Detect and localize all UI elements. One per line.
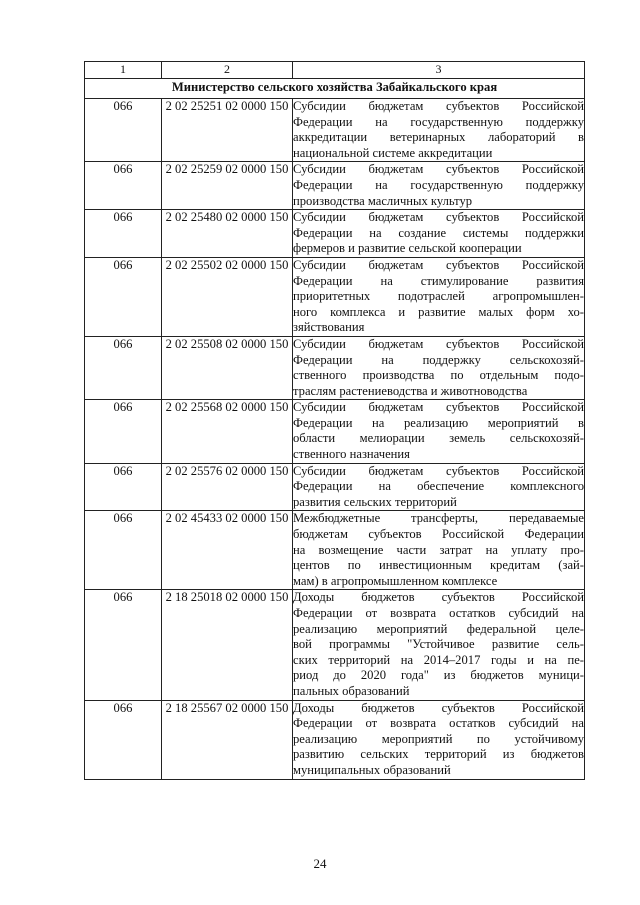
description-line: Доходы бюджетов субъектов Российской [293, 700, 584, 715]
admin-code-cell: 066 [85, 463, 162, 511]
admin-code-cell: 066 [85, 400, 162, 463]
budget-classification-code-cell: 2 02 45433 02 0000 150 [162, 511, 293, 590]
description-line: Федерации на государственную поддержку [293, 177, 584, 192]
budget-classification-code-cell: 2 02 25259 02 0000 150 [162, 162, 293, 210]
table-row [85, 463, 585, 511]
column-number-3: 3 [293, 62, 585, 79]
page-number: 24 [313, 856, 327, 871]
column-number-row [85, 62, 585, 79]
section-row [85, 79, 585, 99]
admin-code-cell: 066 [85, 700, 162, 779]
table-row [85, 162, 585, 210]
description-line: Федерации на поддержку сельскохозяй- [293, 352, 584, 367]
admin-code-cell: 066 [85, 336, 162, 399]
section-title: Министерство сельского хозяйства Забайкальского края [85, 79, 585, 99]
admin-code-cell: 066 [85, 162, 162, 210]
description-line: зяйствования [293, 320, 365, 335]
description-line: муниципальных образований [293, 762, 451, 777]
table-body [85, 62, 585, 780]
description-line: аккредитации ветеринарных лабораторий в [293, 130, 584, 145]
budget-classification-code-cell: 2 02 25251 02 0000 150 [162, 99, 293, 162]
description-line: бюджетам субъектов Российской Федерации [293, 527, 584, 542]
budget-classification-code-cell: 2 02 25480 02 0000 150 [162, 210, 293, 258]
description-line: области мелиорации земель сельскохозяй- [293, 431, 584, 446]
table-row [85, 511, 585, 590]
revenue-description-cell [293, 700, 585, 779]
description-line: Федерации от возврата остатков субсидий на [293, 716, 584, 731]
description-line: Межбюджетные трансферты, передаваемые [293, 511, 584, 526]
description-line: развитию сельских территорий из бюджетов [293, 747, 584, 762]
description-line: ских территорий на 2014–2017 годы и на пе- [293, 652, 584, 667]
description-line: производства масличных культур [293, 193, 473, 208]
description-line: национальной системе аккредитации [293, 145, 493, 160]
table-row [85, 210, 585, 258]
column-number-1: 1 [85, 62, 162, 79]
admin-code-cell: 066 [85, 99, 162, 162]
description-line: Субсидии бюджетам субъектов Российской [293, 463, 584, 478]
column-number-2: 2 [162, 62, 293, 79]
description-line: реализацию мероприятий по устойчивому [293, 731, 584, 746]
description-line: мам) в агропромышленном комплексе [293, 573, 498, 588]
budget-classification-code-cell: 2 18 25567 02 0000 150 [162, 700, 293, 779]
description-line: Федерации от возврата остатков субсидий на [293, 606, 584, 620]
revenue-description-cell [293, 257, 585, 336]
budget-classification-code-cell: 2 02 25502 02 0000 150 [162, 257, 293, 336]
table-row [85, 400, 585, 463]
description-line: приоритетных подотраслей агропромышлен- [293, 289, 584, 304]
table-row [85, 336, 585, 399]
description-line: Субсидии бюджетам субъектов Российской [293, 99, 584, 113]
description-line: Доходы бюджетов субъектов Российской [293, 590, 584, 605]
description-line: Субсидии бюджетам субъектов Российской [293, 210, 584, 225]
admin-code-cell: 066 [85, 257, 162, 336]
description-line: Субсидии бюджетам субъектов Российской [293, 257, 584, 272]
description-line: Субсидии бюджетам субъектов Российской [293, 162, 584, 177]
budget-revenue-table [84, 61, 585, 780]
admin-code-cell: 066 [85, 511, 162, 590]
budget-classification-code-cell: 2 02 25568 02 0000 150 [162, 400, 293, 463]
description-line: пальных образований [293, 683, 410, 698]
description-line: Федерации на стимулирование развития [293, 273, 584, 288]
table-row [85, 99, 585, 162]
admin-code-cell: 066 [85, 590, 162, 700]
revenue-description-cell [293, 99, 585, 162]
admin-code-cell: 066 [85, 210, 162, 258]
description-line: Субсидии бюджетам субъектов Российской [293, 336, 584, 351]
description-line: Федерации на реализацию мероприятий в [293, 415, 584, 430]
revenue-description-cell [293, 463, 585, 511]
description-line: риод до 2020 года" из бюджетов муници- [293, 668, 584, 683]
revenue-description-cell [293, 400, 585, 463]
description-line: ного комплекса и развитие малых форм хо- [293, 304, 584, 319]
description-line: на возмещение части затрат на уплату про- [293, 542, 584, 557]
description-line: фермеров и развитие сельской кооперации [293, 241, 522, 256]
description-line: вой программы "Устойчивое развитие сель- [293, 637, 584, 652]
description-line: Федерации на создание системы поддержки [293, 225, 584, 240]
budget-classification-code-cell: 2 02 25508 02 0000 150 [162, 336, 293, 399]
table-row [85, 590, 585, 700]
description-line: траслям растениеводства и животноводства [293, 383, 528, 398]
budget-classification-code-cell: 2 02 25576 02 0000 150 [162, 463, 293, 511]
description-line: ственного назначения [293, 447, 410, 462]
description-line: Федерации на обеспечение комплексного [293, 479, 584, 494]
table-row [85, 257, 585, 336]
revenue-description-cell [293, 210, 585, 258]
description-line: ственного производства по отдельным подо- [293, 368, 584, 383]
table-row [85, 700, 585, 779]
description-line: реализацию мероприятий федеральной целе- [293, 621, 584, 636]
revenue-description-cell [293, 590, 585, 700]
description-line: Федерации на государственную поддержку [293, 114, 584, 129]
budget-classification-code-cell: 2 18 25018 02 0000 150 [162, 590, 293, 700]
description-line: Субсидии бюджетам субъектов Российской [293, 400, 584, 415]
description-line: центов по инвестиционным кредитам (зай- [293, 558, 584, 573]
revenue-description-cell [293, 511, 585, 590]
revenue-description-cell [293, 336, 585, 399]
description-line: развития сельских территорий [293, 494, 457, 509]
revenue-description-cell [293, 162, 585, 210]
